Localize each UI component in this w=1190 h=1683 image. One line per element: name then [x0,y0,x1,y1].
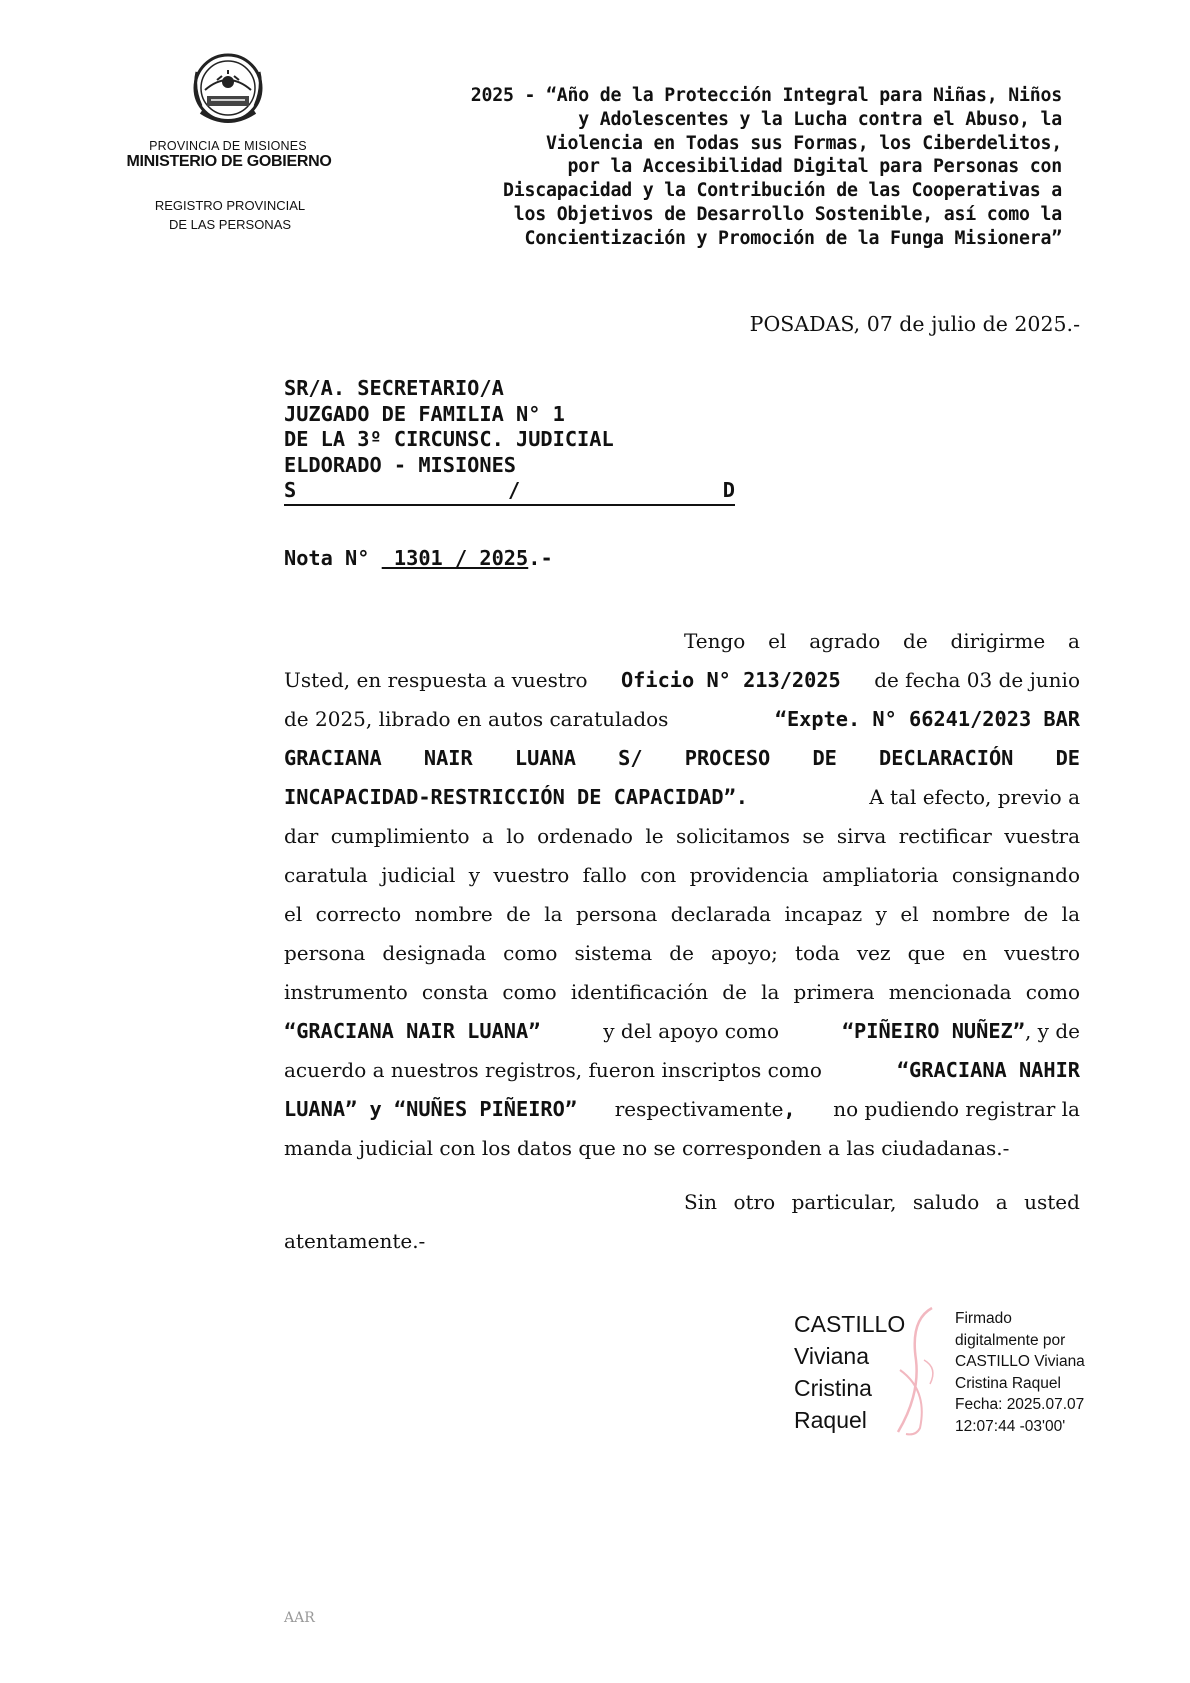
addressee-line: JUZGADO DE FAMILIA N° 1 [284,401,565,426]
motto-line: y Adolescentes y la Lucha contra el Abuso, la [578,108,1062,130]
su-despacho-line [284,478,735,506]
sd-slash: / [508,478,521,503]
motto-line: Discapacidad y la Contribución de las Cooperativas a [503,180,1062,202]
note-number-value: 1301 / 2025 [381,546,529,570]
document-date: POSADAS, 07 de julio de 2025.- [749,312,1080,336]
sd-s: S [284,478,297,503]
motto-line: por la Accesibilidad Digital para Personas con [567,156,1062,178]
closing-paragraph [284,1183,1080,1261]
sd-d: D [722,478,735,503]
body-line: el correcto nombre de la persona declarada incapaz y el nombre de la [284,902,1080,926]
body-line: Tengo el agrado de dirigirme a [684,629,1080,653]
closing-line: Sin otro particular, saludo a usted [684,1190,1080,1214]
province-name: PROVINCIA DE MISIONES [149,139,307,153]
ministry-name: MINISTERIO DE GOBIERNO [126,153,332,170]
motto-line: 2025 - “Año de la Protección Integral para Niñas, Niños [470,85,1062,106]
body-line: instrumento consta como identificación de la primera mencionada como [284,980,1080,1004]
official-year-motto [420,84,1062,251]
provincial-seal-logo [187,50,269,132]
registered-name-pineiro: “PIÑEIRO NUÑEZ” [841,1019,1025,1043]
motto-line: los Objetivos de Desarrollo Sostenible, así como la [513,203,1062,225]
body-line: dar cumplimiento a lo ordenado le solicitamos se sirva rectificar vuestra [284,824,1080,848]
registry-line-1: REGISTRO PROVINCIAL [154,198,306,213]
note-label: Nota N° [284,546,370,570]
addressee-line: DE LA 3º CIRCUNSC. JUDICIAL [284,427,614,452]
body-line: GRACIANA NAIR LUANA S/ PROCESO DE DECLARACIÓN DE [284,746,1080,770]
body-line: persona designada como sistema de apoyo; toda vez que en vuestro [284,941,1080,965]
expediente-reference: “Expte. N° 66241/2023 BAR [774,707,1080,731]
body-line: caratula judicial y vuestro fallo con providencia ampliatoria consignando [284,863,1080,887]
body-line: “GRACIANA NAIR LUANA” y del apoyo como “PIÑEIRO NUÑEZ”, y de [284,1012,1080,1051]
body-line: de 2025, librado en autos caratulados “Expte. N° 66241/2023 BAR [284,700,1080,739]
note-number [284,546,553,570]
motto-line: Concientización y Promoción de la Funga Misionera” [524,227,1062,249]
addressee-block [284,376,744,506]
signer-name: CASTILLO Viviana Cristina Raquel [794,1311,906,1433]
digital-signature-info: Firmado digitalmente por CASTILLO Viviana Cristina Raquel Fecha: 2025.07.07 12:07:44 -03'00' [955,1310,1085,1435]
body-line: Usted, en respuesta a vuestro Oficio N° 213/2025 de fecha 03 de junio [284,661,1080,700]
addressee-line: ELDORADO - MISIONES [284,452,516,477]
footer-initials: AAR [284,1610,315,1626]
digital-signature-mark-icon [880,1300,950,1440]
oficio-reference: Oficio N° 213/2025 [620,668,841,692]
closing-line: atentamente.- [284,1229,426,1253]
body-line: acuerdo a nuestros registros, fueron inscriptos como “GRACIANA NAHIR [284,1058,1080,1082]
motto-line: Violencia en Todas sus Formas, los Ciberdelitos, [546,132,1062,154]
body-line: LUANA” y “NUÑES PIÑEIRO” respectivamente, no pudiendo registrar la [284,1097,1080,1121]
note-suffix: .- [528,546,553,570]
body-line: INCAPACIDAD-RESTRICCIÓN DE CAPACIDAD”. A tal efecto, previo a [284,785,1080,809]
body-paragraph [284,622,1080,1168]
addressee-line: SR/A. SECRETARIO/A [284,376,504,400]
registered-name-graciana: “GRACIANA NAIR LUANA” [284,1019,541,1043]
body-line: manda judicial con los datos que no se corresponden a las ciudadanas.- [284,1136,1010,1160]
registry-line-2: DE LAS PERSONAS [168,217,292,232]
